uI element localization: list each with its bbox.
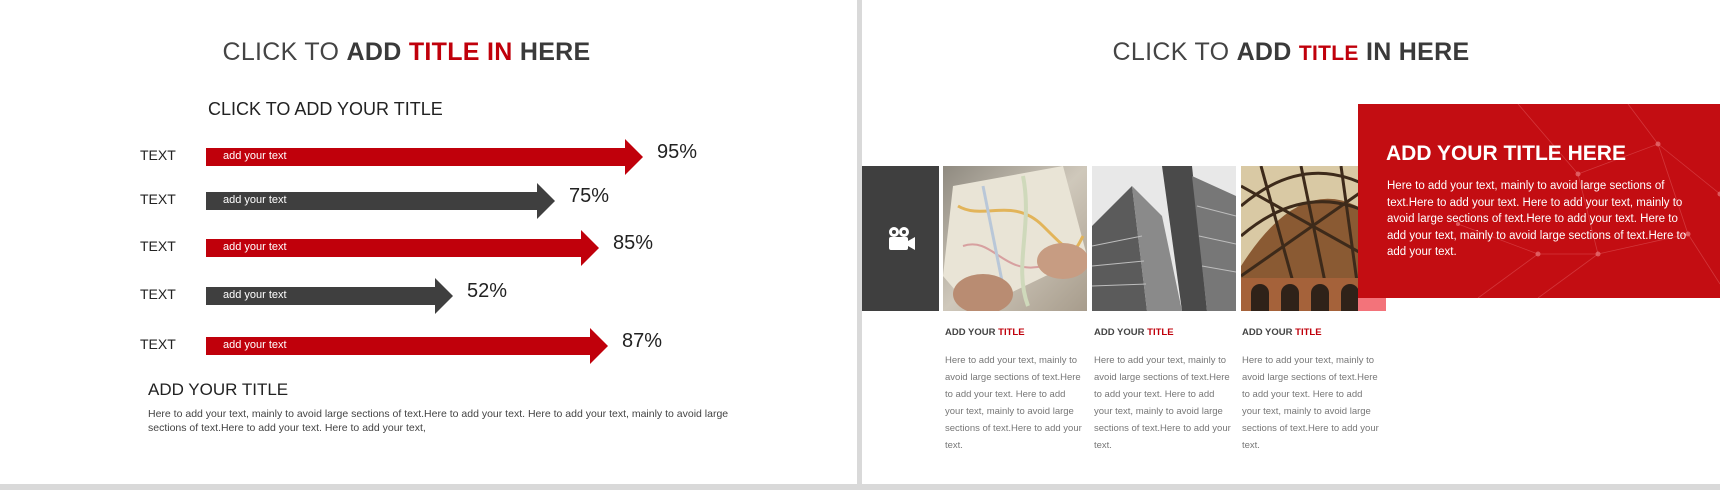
- bar-label: TEXT: [140, 336, 176, 352]
- highlight-text[interactable]: Here to add your text, mainly to avoid large sections of text.Here to add your text. Here to add your text, mainly to avoid large sections of text.Here to add your text. Here to add your text, mainly to avoid large sections of text.Here to add your text.: [1387, 180, 1687, 259]
- bar-percent: 85%: [613, 232, 654, 254]
- title-part-2: ADD: [346, 38, 409, 66]
- slide-left: [0, 0, 857, 484]
- bar-text: add your text: [223, 289, 287, 301]
- icon-block: [862, 166, 939, 311]
- bar-label: TEXT: [140, 191, 176, 207]
- bar-percent: 87%: [622, 330, 663, 352]
- video-camera-icon: [886, 226, 916, 252]
- highlight-box: [1358, 104, 1720, 298]
- title-part-2: ADD: [1236, 38, 1299, 66]
- column-text[interactable]: Here to add your text, mainly to avoid large sections of text.Here to add your text. Here to add your text, mainly to avoid large sections of text.Here to add your text.: [1094, 355, 1231, 451]
- column-title[interactable]: [1094, 327, 1234, 338]
- column-2: [1094, 327, 1234, 454]
- bar-label: TEXT: [140, 238, 176, 254]
- bar-percent: 52%: [467, 280, 508, 302]
- title-part-1: CLICK TO: [222, 38, 347, 66]
- column-title-a: ADD YOUR: [1242, 327, 1296, 338]
- bar-percent: 75%: [569, 185, 610, 207]
- bar-label: TEXT: [140, 286, 176, 302]
- bar-text: add your text: [223, 194, 287, 206]
- bar-text: add your text: [223, 241, 287, 253]
- column-text[interactable]: Here to add your text, mainly to avoid large sections of text.Here to add your text. Here to add your text, mainly to avoid large sections of text.Here to add your text.: [945, 355, 1082, 451]
- arrow-head-icon: [590, 328, 608, 364]
- accent-notch: [1358, 298, 1386, 311]
- column-title-b: TITLE: [1295, 327, 1322, 338]
- section-subtitle[interactable]: CLICK TO ADD YOUR TITLE: [208, 99, 443, 119]
- arrow-head-icon: [625, 139, 643, 175]
- bar-row: [0, 228, 857, 264]
- column-title[interactable]: [945, 327, 1085, 338]
- title-part-1: CLICK TO: [1112, 38, 1237, 66]
- bar-text: add your text: [223, 339, 287, 351]
- bottom-title[interactable]: ADD YOUR TITLE: [148, 380, 289, 399]
- highlight-title[interactable]: ADD YOUR TITLE HERE: [1386, 142, 1626, 165]
- bar-row: [0, 326, 857, 362]
- column-title-b: TITLE: [998, 327, 1025, 338]
- title-part-3: TITLE: [1298, 42, 1359, 65]
- bar-row: [0, 276, 857, 312]
- skyscraper-photo: [1092, 166, 1236, 311]
- column-text[interactable]: Here to add your text, mainly to avoid large sections of text.Here to add your text. Here to add your text, mainly to avoid large sections of text.Here to add your text.: [1242, 355, 1379, 451]
- bar-row: [0, 181, 857, 217]
- bar-label: TEXT: [140, 147, 176, 163]
- bottom-text[interactable]: Here to add your text, mainly to avoid large sections of text.Here to add your text. Here to add your text, mainly to avoid large sections of text.Here to add your text. Here to add your text,: [148, 408, 729, 434]
- bar-percent: 95%: [657, 141, 698, 163]
- column-3: [1242, 327, 1382, 454]
- page-title[interactable]: [0, 38, 835, 67]
- bar-row: [0, 137, 857, 173]
- title-part-4: HERE: [512, 38, 591, 66]
- column-title[interactable]: [1242, 327, 1382, 338]
- column-title-b: TITLE: [1147, 327, 1174, 338]
- title-part-4: IN HERE: [1358, 38, 1470, 66]
- slide-right: [862, 0, 1720, 484]
- map-photo: [943, 166, 1087, 311]
- column-title-a: ADD YOUR: [945, 327, 999, 338]
- title-part-3: TITLE IN: [408, 38, 513, 66]
- column-title-a: ADD YOUR: [1094, 327, 1148, 338]
- bar-text: add your text: [223, 150, 287, 162]
- column-1: [945, 327, 1085, 454]
- arrow-head-icon: [435, 278, 453, 314]
- page-title-right[interactable]: [862, 38, 1720, 67]
- arrow-head-icon: [537, 183, 555, 219]
- arrow-head-icon: [581, 230, 599, 266]
